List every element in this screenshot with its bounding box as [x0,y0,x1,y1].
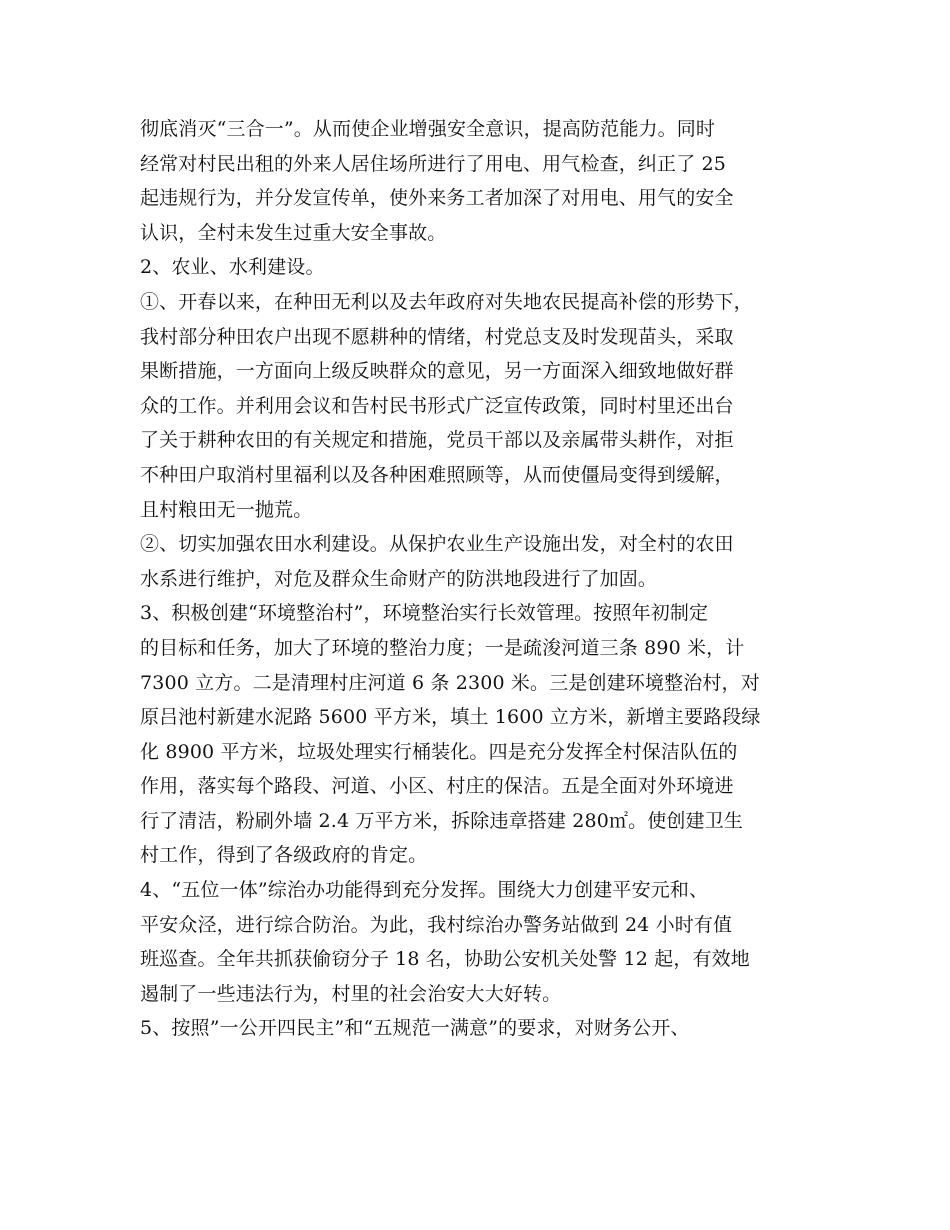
text-line: 认识，全村未发生过重大安全事故。 [140,221,447,244]
text-line: 化 8900 平方米，垃圾处理实行桶装化。四是充分发挥全村保洁队伍的 [140,740,738,763]
text-line: 我村部分种田农户出现不愿耕种的情绪，村党总支及时发现苗头，采取 [140,325,734,348]
text-line: 作用，落实每个路段、河道、小区、村庄的保洁。五是全面对外环境进 [140,775,734,798]
text-line: 5、按照”一公开四民主”和“五规范一满意”的要求，对财务公开、 [140,1017,690,1040]
text-line: 且村粮田无一抛荒。 [140,498,313,521]
text-line: 班巡查。全年共抓获偷窃分子 18 名，协助公安机关处警 12 起，有效地 [140,948,750,971]
text-line: 的目标和任务，加大了环境的整治力度；一是疏浚河道三条 890 米，计 [140,636,745,659]
text-line: ②、切实加强农田水利建设。从保护农业生产设施出发，对全村的农田 [140,533,734,556]
text-line: 众的工作。并利用会议和告村民书形式广泛宣传政策，同时村里还出台 [140,394,734,417]
text-line: 遏制了一些违法行为，村里的社会治安大大好转。 [140,982,562,1005]
text-line: 行了清洁，粉刷外墙 2.4 万平方米，拆除违章搭建 280㎡。使创建卫生 [140,809,744,832]
section-heading: 2、农业、水利建设。 [140,256,325,279]
text-line: 原吕池村新建水泥路 5600 平方米，填土 1600 立方米，新增主要路段绿 [140,706,761,729]
text-line: 彻底消灭“三合一”。从而使企业增强安全意识，提高防范能力。同时 [140,118,716,140]
text-line: 不种田户取消村里福利以及各种困难照顾等，从而使僵局变得到缓解， [140,463,734,486]
text-line: 起违规行为，并分发宣传单，使外来务工者加深了对用电、用气的安全 [140,187,734,210]
text-line: 水系进行维护，对危及群众生命财产的防洪地段进行了加固。 [140,567,658,590]
text-line: 果断措施，一方面向上级反映群众的意见，另一方面深入细致地做好群 [140,360,734,383]
text-line: 3、积极创建“环境整治村”，环境整治实行长效管理。按照年初制定 [140,602,709,625]
text-line: 7300 立方。二是清理村庄河道 6 条 2300 米。三是创建环境整治村，对 [140,671,760,694]
text-line: 经常对村民出租的外来人居住场所进行了用电、用气检查，纠正了 25 [140,152,727,175]
text-line: 平安众泾，进行综合防治。为此，我村综治办警务站做到 24 小时有值 [140,913,733,936]
document-body [140,112,830,1046]
text-line: 4、“五位一体”综治办功能得到充分发挥。围绕大力创建平安元和、 [140,879,709,902]
text-line: 村工作，得到了各级政府的肯定。 [140,844,428,867]
text-line: ①、开春以来，在种田无利以及去年政府对失地农民提高补偿的形势下， [140,290,753,313]
text-line: 了关于耕种农田的有关规定和措施，党员干部以及亲属带头耕作，对拒 [140,429,734,452]
